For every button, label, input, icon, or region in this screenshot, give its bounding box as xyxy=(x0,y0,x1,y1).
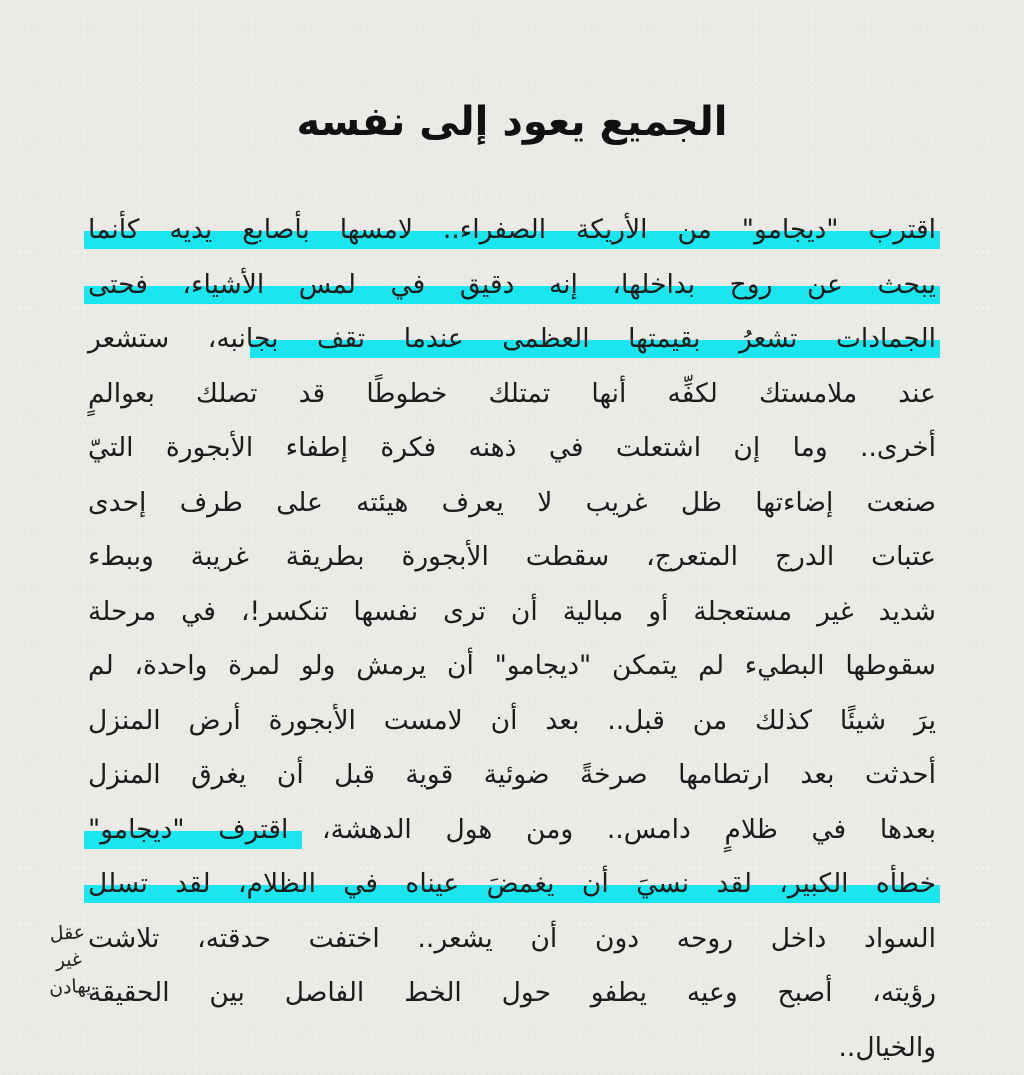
text-line xyxy=(88,421,936,476)
text-line xyxy=(88,258,936,313)
text-line xyxy=(88,857,936,912)
logo-line: غير xyxy=(33,945,104,976)
line-text: والخيال.. xyxy=(88,1021,936,1075)
line-text: يرَ شيئًا كذلك من قبل.. بعد أن لامست الأبجورة أرض المنزل xyxy=(88,694,936,748)
text-line xyxy=(88,203,936,258)
text-line xyxy=(88,966,936,1021)
line-text: رؤيته، أصبح وعيه يطفو حول الخط الفاصل بين الحقيقة xyxy=(88,966,936,1020)
line-text: اقترب "ديجامو" من الأريكة الصفراء.. لامسها بأصابع يديه كأنما xyxy=(88,203,936,257)
line-text: السواد داخل روحه دون أن يشعر.. اختفت حدقته، تلاشت xyxy=(88,912,936,966)
line-text: عند ملامستك لكفِّه أنها تمتلك خطوطًا قد تصلك بعوالمٍ xyxy=(88,367,936,421)
body-paragraph xyxy=(88,203,936,1075)
text-line xyxy=(88,530,936,585)
line-text: صنعت إضاءتها ظل غريب لا يعرف هيئته على طرف إحدى xyxy=(88,476,936,530)
line-text: خطأه الكبير، لقد نسيَ أن يغمضَ عيناه في الظلام، لقد تسلل xyxy=(88,857,936,911)
text-line xyxy=(88,803,936,858)
text-line xyxy=(88,694,936,749)
line-text: أحدثت بعد ارتطامها صرخةً ضوئية قوية قبل أن يغرق المنزل xyxy=(88,748,936,802)
text-line xyxy=(88,367,936,422)
line-text: يبحث عن روح بداخلها، إنه دقيق في لمس الأشياء، فحتى xyxy=(88,258,936,312)
text-line xyxy=(88,1021,936,1075)
line-text: أخرى.. وما إن اشتعلت في ذهنه فكرة إطفاء الأبجورة التيّ xyxy=(88,421,936,475)
line-text: سقوطها البطيء لم يتمكن "ديجامو" أن يرمش ولو لمرة واحدة، لم xyxy=(88,639,936,693)
text-line xyxy=(88,639,936,694)
logo-line: عقل xyxy=(32,918,103,949)
line-text: عتبات الدرج المتعرج، سقطت الأبجورة بطريقة غريبة وببطء xyxy=(88,530,936,584)
text-line xyxy=(88,585,936,640)
logo-line: يهادن xyxy=(35,972,106,1003)
text-line xyxy=(88,748,936,803)
text-line xyxy=(88,476,936,531)
text-line xyxy=(88,912,936,967)
line-text: بعدها في ظلامٍ دامس.. ومن هول الدهشة، اقترف "ديجامو" xyxy=(88,803,936,857)
line-text: الجمادات تشعرُ بقيمتها العظمى عندما تقف بجانبه، ستشعر xyxy=(88,312,936,366)
line-text: شديد غير مستعجلة أو مبالية أن ترى نفسها تنكسر!، في مرحلة xyxy=(88,585,936,639)
page-title: الجميع يعود إلى نفسه xyxy=(0,92,1024,152)
text-line xyxy=(88,312,936,367)
